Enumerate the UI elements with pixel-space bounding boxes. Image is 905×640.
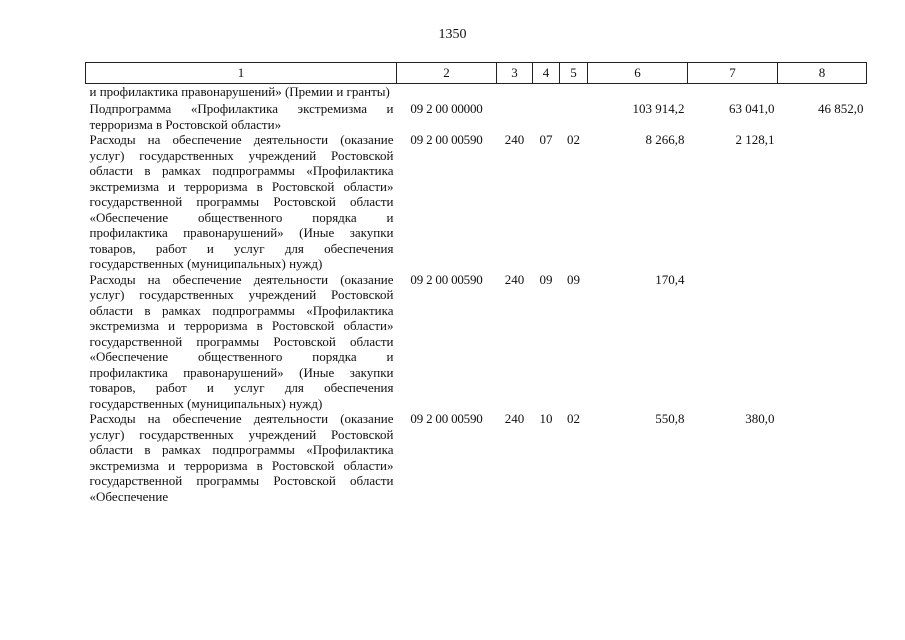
row-amount-col8 (778, 132, 867, 272)
row-subsection: 02 (567, 132, 580, 147)
row-expense-type (497, 101, 533, 132)
row-code: 09 2 00 00590 (410, 132, 483, 147)
column-header: 3 (497, 63, 533, 84)
column-header: 8 (778, 63, 867, 84)
row-amount-col7: 63 041,0 (729, 101, 775, 116)
row-amount-col6 (588, 84, 688, 102)
column-header: 4 (533, 63, 560, 84)
row-amount-col6: 103 914,2 (632, 101, 685, 116)
row-section: 10 (539, 411, 553, 426)
row-description: Подпрограмма «Профилактика экстремизма и терроризма в Ростовской области» (89, 101, 394, 132)
table-row (86, 101, 867, 132)
row-amount-col6: 8 266,8 (645, 132, 685, 147)
table-row (86, 84, 867, 102)
row-section: 07 (539, 132, 553, 147)
row-amount-col6: 550,8 (655, 411, 685, 426)
row-expense-type: 240 (504, 271, 525, 287)
table-row (86, 132, 867, 272)
row-amount-col7: 380,0 (745, 411, 775, 426)
row-amount-col8 (778, 411, 867, 504)
row-description: Расходы на обеспечение деятельности (оказание услуг) государственных учреждений Ростовской области в рамках подпрограммы «Профилактика экстремизма и терроризма в Ростовской области» государственной программы Ростовской области «Обеспечение (89, 411, 394, 504)
row-expense-type (497, 84, 533, 102)
row-expense-type: 240 (504, 411, 525, 426)
budget-table (85, 62, 867, 504)
row-amount-col8: 46 852,0 (818, 101, 864, 116)
table-row (86, 411, 867, 504)
row-description: и профилактика правонарушений» (Премии и гранты) (89, 84, 390, 99)
row-code: 09 2 00 00000 (410, 101, 483, 116)
column-header: 7 (688, 63, 778, 84)
table-header-row (86, 63, 867, 84)
row-amount-col7 (688, 84, 778, 102)
row-subsection: 02 (567, 411, 580, 426)
page-number: 1350 (438, 27, 467, 42)
column-header: 5 (560, 63, 588, 84)
table-row (86, 272, 867, 412)
column-header: 6 (588, 63, 688, 84)
row-expense-type: 240 (504, 132, 525, 147)
row-subsection: 09 (567, 271, 580, 287)
row-subsection (560, 101, 588, 132)
row-subsection (560, 84, 588, 102)
row-section (533, 101, 560, 132)
column-header: 2 (397, 63, 497, 84)
row-code (397, 84, 497, 102)
row-section (533, 84, 560, 102)
row-amount-col7: 2 128,1 (735, 132, 775, 147)
column-header: 1 (86, 63, 397, 84)
row-amount-col6: 170,4 (655, 271, 685, 287)
row-amount-col8 (778, 84, 867, 102)
row-amount-col8 (778, 272, 867, 412)
row-code: 09 2 00 00590 (410, 271, 483, 287)
row-section: 09 (539, 271, 553, 287)
row-description: Расходы на обеспечение деятельности (оказание услуг) государственных учреждений Ростовской области в рамках подпрограммы «Профилактика экстремизма и терроризма в Ростовской области» государственной программы Ростовской области «Обеспечение общественного порядка и профилактика правонарушений» (Иные закупки товаров, работ и услуг для обеспечения государственных (муниципальных) нужд) (89, 271, 394, 411)
row-code: 09 2 00 00590 (410, 411, 483, 426)
row-description: Расходы на обеспечение деятельности (оказание услуг) государственных учреждений Ростовской области в рамках подпрограммы «Профилактика экстремизма и терроризма в Ростовской области» государственной программы Ростовской области «Обеспечение общественного порядка и профилактика правонарушений» (Иные закупки товаров, работ и услуг для обеспечения государственных (муниципальных) нужд) (89, 132, 394, 271)
row-amount-col7 (688, 272, 778, 412)
